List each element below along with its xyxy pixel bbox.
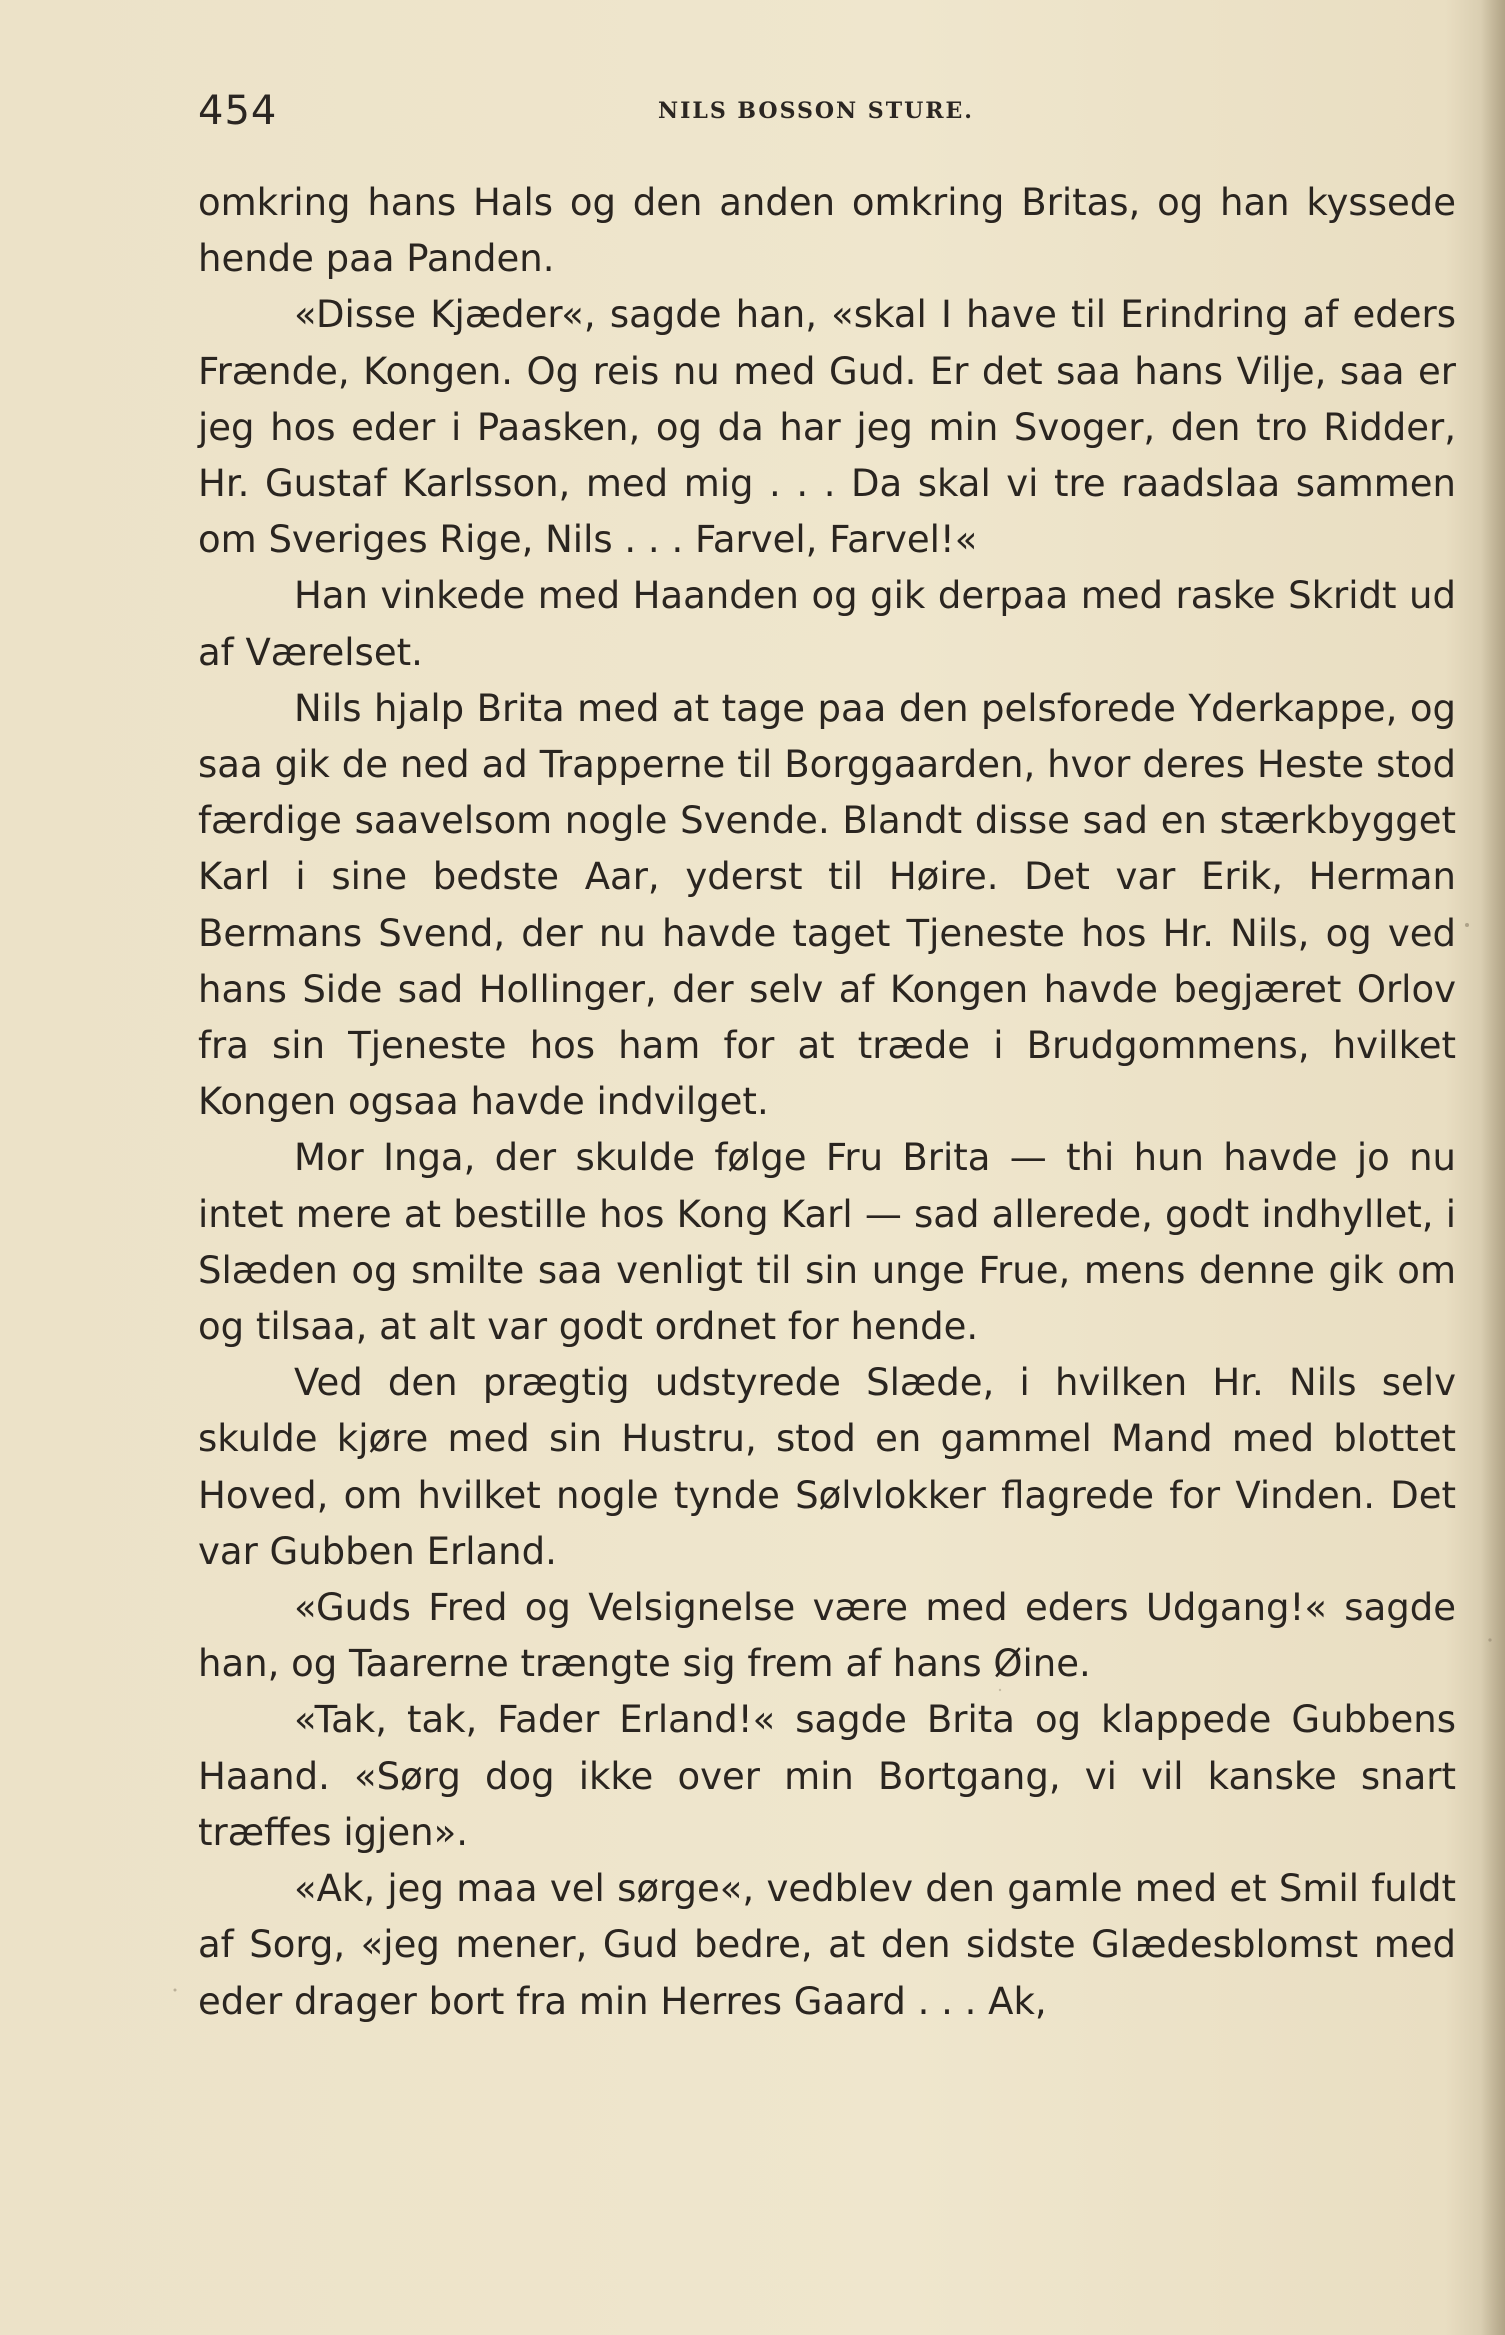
- paragraph: Mor Inga, der skulde følge Fru Brita — thi hun havde jo nu intet mere at bestille hos Kong Karl — sad allerede, godt indhyllet, i Slæden og smilte saa venligt til sin unge Frue, mens denne gik om og tilsaa, at alt var godt ordnet for hende.: [198, 1136, 1456, 1349]
- paragraph: omkring hans Hals og den anden omkring Britas, og han kyssede hende paa Panden.: [198, 181, 1456, 281]
- running-title: NILS BOSSON STURE.: [658, 98, 974, 124]
- paragraph: «Guds Fred og Velsignelse være med eders Udgang!« sagde han, og Taarerne trængte sig frem af hans Øine.: [198, 1586, 1456, 1686]
- paragraph: «Disse Kjæder«, sagde han, «skal I have til Erindring af eders Frænde, Kongen. Og reis nu med Gud. Er det saa hans Vilje, saa er jeg hos eder i Paasken, og da har jeg min Svoger, den tro Ridder, Hr. Gustaf Karlsson, med mig . . . Da skal vi tre raadslaa sammen om Sveriges Rige, Nils . . . Farvel, Farvel!«: [198, 293, 1456, 562]
- paragraph: «Ak, jeg maa vel sørge«, vedblev den gamle med et Smil fuldt af Sorg, «jeg mener, Gud bedre, at den sidste Glædesblomst med eder drager bort fra min Herres Gaard . . . Ak,: [198, 1867, 1456, 2023]
- paragraph: «Tak, tak, Fader Erland!« sagde Brita og klappede Gubbens Haand. «Sørg dog ikke over min Bortgang, vi vil kanske snart træffes igjen».: [198, 1698, 1456, 1854]
- page-number: 454: [198, 88, 278, 134]
- paragraph: Nils hjalp Brita med at tage paa den pelsforede Yderkappe, og saa gik de ned ad Trapperne til Borggaarden, hvor deres Heste stod færdige saavelsom nogle Svende. Blandt disse sad en stærkbygget Karl i sine bedste Aar, yderst til Høire. Det var Erik, Herman Bermans Svend, der nu havde taget Tjeneste hos Hr. Nils, og ved hans Side sad Hollinger, der selv af Kongen havde begjæret Orlov fra sin Tjeneste hos ham for at træde i Brudgommens, hvilket Kongen ogsaa havde indvilget.: [198, 686, 1456, 1124]
- page-edge-shadow: [1481, 0, 1505, 2335]
- paragraph: Han vinkede med Haanden og gik derpaa med raske Skridt ud af Værelset.: [198, 574, 1456, 674]
- page-header: [198, 88, 1458, 148]
- body-text: [198, 175, 1456, 2030]
- paragraph: Ved den prægtig udstyrede Slæde, i hvilken Hr. Nils selv skulde kjøre med sin Hustru, stod en gammel Mand med blottet Hoved, om hvilket nogle tynde Sølvlokker flagrede for Vinden. Det var Gubben Erland.: [198, 1361, 1456, 1573]
